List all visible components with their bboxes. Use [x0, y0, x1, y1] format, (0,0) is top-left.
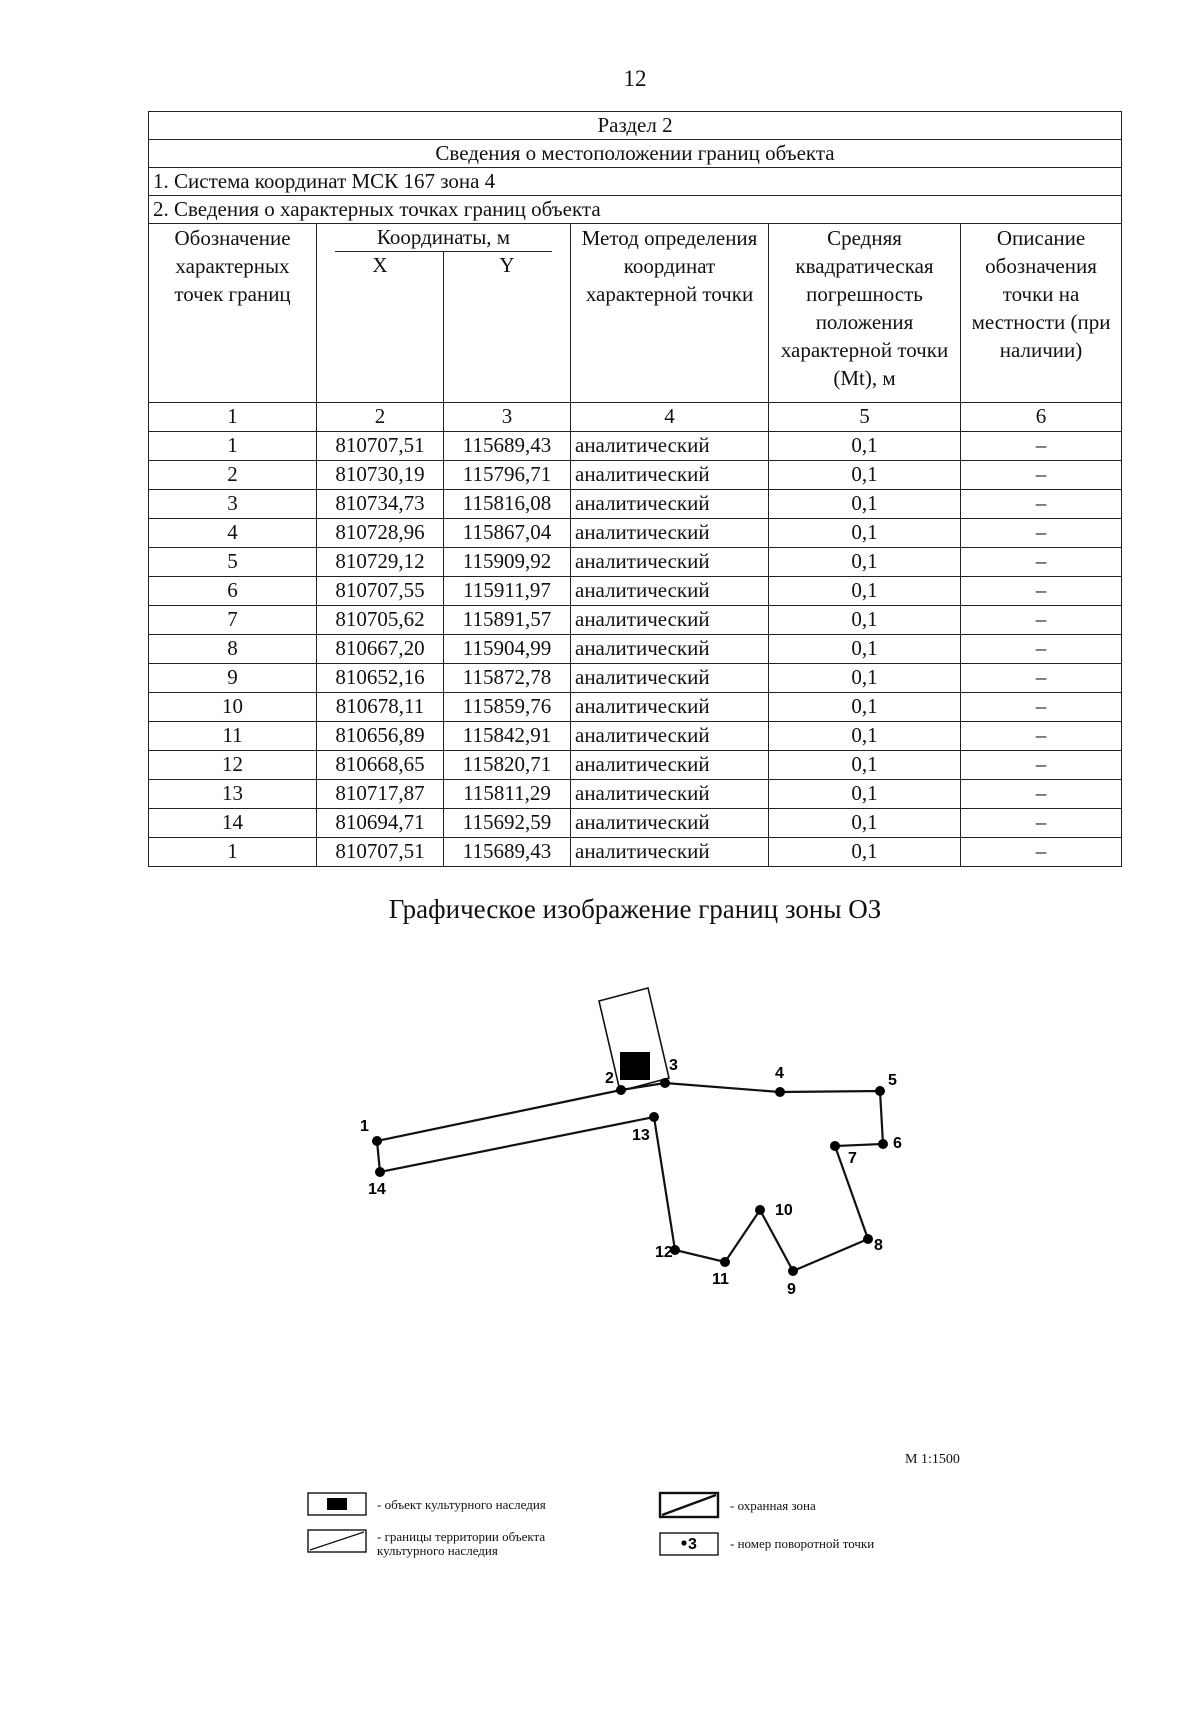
point-number-cell: 3: [149, 490, 317, 519]
x-coordinate-cell: 810705,62: [317, 606, 444, 635]
description-cell: –: [961, 780, 1122, 809]
turn-point-marker: [775, 1087, 785, 1097]
y-coordinate-cell: 115859,76: [444, 693, 571, 722]
turn-point-marker: [720, 1257, 730, 1267]
y-coordinate-cell: 115909,92: [444, 548, 571, 577]
section-title: Раздел 2: [149, 112, 1122, 140]
point-number-cell: 13: [149, 780, 317, 809]
mean-error-cell: 0,1: [769, 461, 961, 490]
point-number-cell: 11: [149, 722, 317, 751]
turn-point-label: 10: [775, 1202, 793, 1219]
turn-point-marker: [863, 1234, 873, 1244]
method-cell: аналитический: [571, 780, 769, 809]
point-number-cell: 2: [149, 461, 317, 490]
point-number-cell: 1: [149, 838, 317, 867]
legend-territory-text: - границы территории объекта культурного наследия: [377, 1529, 546, 1558]
mean-error-cell: 0,1: [769, 606, 961, 635]
turn-point-label: 8: [874, 1237, 883, 1254]
mean-error-cell: 0,1: [769, 577, 961, 606]
mean-error-cell: 0,1: [769, 519, 961, 548]
method-cell: аналитический: [571, 635, 769, 664]
description-cell: –: [961, 809, 1122, 838]
y-coordinate-cell: 115904,99: [444, 635, 571, 664]
method-cell: аналитический: [571, 606, 769, 635]
description-cell: –: [961, 461, 1122, 490]
y-coordinate-cell: 115842,91: [444, 722, 571, 751]
turn-point-label: 13: [632, 1127, 650, 1144]
mean-error-cell: 0,1: [769, 548, 961, 577]
description-cell: –: [961, 838, 1122, 867]
method-cell: аналитический: [571, 722, 769, 751]
turn-point-label: 14: [368, 1181, 386, 1198]
description-cell: –: [961, 432, 1122, 461]
legend-turn-point-text: - номер поворотной точки: [730, 1536, 875, 1551]
turn-point-marker: [616, 1085, 626, 1095]
description-cell: –: [961, 490, 1122, 519]
x-coordinate-cell: 810656,89: [317, 722, 444, 751]
heritage-object: [620, 1052, 650, 1080]
turn-point-label: 11: [712, 1271, 729, 1288]
turn-point-label: 6: [893, 1135, 902, 1152]
mean-error-cell: 0,1: [769, 809, 961, 838]
description-cell: –: [961, 519, 1122, 548]
y-coordinate-cell: 115891,57: [444, 606, 571, 635]
turn-point-marker: [649, 1112, 659, 1122]
map-scale: М 1:1500: [905, 1452, 960, 1467]
turn-point-label: 7: [848, 1150, 857, 1167]
x-coordinate-cell: 810717,87: [317, 780, 444, 809]
point-number-cell: 9: [149, 664, 317, 693]
turn-point-marker: [372, 1136, 382, 1146]
method-cell: аналитический: [571, 577, 769, 606]
y-coordinate-cell: 115811,29: [444, 780, 571, 809]
legend-turn-point-dot: [681, 1540, 686, 1545]
turn-point-marker: [375, 1167, 385, 1177]
mean-error-cell: 0,1: [769, 490, 961, 519]
method-cell: аналитический: [571, 432, 769, 461]
method-cell: аналитический: [571, 548, 769, 577]
y-coordinate-cell: 115867,04: [444, 519, 571, 548]
header-x: X: [317, 252, 444, 402]
mean-error-cell: 0,1: [769, 780, 961, 809]
method-cell: аналитический: [571, 838, 769, 867]
x-coordinate-cell: 810734,73: [317, 490, 444, 519]
mean-error-cell: 0,1: [769, 693, 961, 722]
point-number-cell: 5: [149, 548, 317, 577]
turn-point-marker: [660, 1078, 670, 1088]
legend-turn-point-sample: 3: [688, 1536, 697, 1553]
x-coordinate-cell: 810707,55: [317, 577, 444, 606]
description-cell: –: [961, 722, 1122, 751]
turn-point-marker: [830, 1141, 840, 1151]
turn-point-label: 5: [888, 1072, 897, 1089]
col-number: 5: [769, 403, 961, 432]
method-cell: аналитический: [571, 664, 769, 693]
mean-error-cell: 0,1: [769, 722, 961, 751]
col-number: 3: [444, 403, 571, 432]
x-coordinate-cell: 810667,20: [317, 635, 444, 664]
col-number: 1: [149, 403, 317, 432]
legend-protection-zone-text: - охранная зона: [730, 1498, 816, 1513]
turn-point-label: 4: [775, 1065, 784, 1082]
x-coordinate-cell: 810668,65: [317, 751, 444, 780]
x-coordinate-cell: 810728,96: [317, 519, 444, 548]
coordinate-system: 1. Система координат МСК 167 зона 4: [149, 168, 1122, 196]
turn-point-label: 1: [360, 1118, 369, 1135]
turn-point-label: 3: [669, 1057, 678, 1074]
description-cell: –: [961, 751, 1122, 780]
x-coordinate-cell: 810730,19: [317, 461, 444, 490]
points-caption: 2. Сведения о характерных точках границ объекта: [149, 196, 1122, 224]
turn-point-label: 9: [787, 1281, 796, 1298]
mean-error-cell: 0,1: [769, 838, 961, 867]
mean-error-cell: 0,1: [769, 664, 961, 693]
description-cell: –: [961, 577, 1122, 606]
y-coordinate-cell: 115692,59: [444, 809, 571, 838]
point-number-cell: 7: [149, 606, 317, 635]
turn-point-marker: [878, 1139, 888, 1149]
y-coordinate-cell: 115796,71: [444, 461, 571, 490]
turn-point-label: 2: [605, 1070, 614, 1087]
point-number-cell: 12: [149, 751, 317, 780]
mean-error-cell: 0,1: [769, 432, 961, 461]
legend-heritage-object-text: - объект культурного наследия: [377, 1497, 546, 1512]
col-number: 6: [961, 403, 1122, 432]
point-number-cell: 6: [149, 577, 317, 606]
point-number-cell: 8: [149, 635, 317, 664]
point-number-cell: 10: [149, 693, 317, 722]
method-cell: аналитический: [571, 751, 769, 780]
turn-point-label: 12: [655, 1244, 673, 1261]
header-y: Y: [499, 253, 515, 277]
method-cell: аналитический: [571, 461, 769, 490]
graphic-title: Графическое изображение границ зоны ОЗ: [388, 894, 882, 924]
description-cell: –: [961, 606, 1122, 635]
col-number: 4: [571, 403, 769, 432]
y-coordinate-cell: 115911,97: [444, 577, 571, 606]
point-number-cell: 1: [149, 432, 317, 461]
point-number-cell: 4: [149, 519, 317, 548]
header-coordinates-title: Координаты, м: [335, 224, 552, 252]
y-coordinate-cell: 115689,43: [444, 432, 571, 461]
method-cell: аналитический: [571, 809, 769, 838]
header-designation: Обозначение характерных точек границ: [149, 224, 317, 403]
description-cell: –: [961, 693, 1122, 722]
x-coordinate-cell: 810707,51: [317, 432, 444, 461]
y-coordinate-cell: 115816,08: [444, 490, 571, 519]
x-coordinate-cell: 810652,16: [317, 664, 444, 693]
col-number: 2: [317, 403, 444, 432]
y-coordinate-cell: 115872,78: [444, 664, 571, 693]
protection-zone-boundary: [377, 1083, 883, 1271]
section-subtitle: Сведения о местоположении границ объекта: [149, 140, 1122, 168]
method-cell: аналитический: [571, 490, 769, 519]
description-cell: –: [961, 635, 1122, 664]
turn-point-marker: [755, 1205, 765, 1215]
turn-point-marker: [788, 1266, 798, 1276]
x-coordinate-cell: 810707,51: [317, 838, 444, 867]
header-method: Метод определения координат характерной точки: [571, 224, 769, 403]
legend-heritage-object-fill: [327, 1498, 347, 1510]
y-coordinate-cell: 115820,71: [444, 751, 571, 780]
x-coordinate-cell: 810694,71: [317, 809, 444, 838]
method-cell: аналитический: [571, 693, 769, 722]
turn-point-marker: [875, 1086, 885, 1096]
x-coordinate-cell: 810678,11: [317, 693, 444, 722]
page-number: 12: [623, 66, 647, 91]
y-coordinate-cell: 115689,43: [444, 838, 571, 867]
mean-error-cell: 0,1: [769, 635, 961, 664]
header-error: Средняя квадратическая погрешность положения характерной точки (Mt), м: [769, 224, 961, 403]
mean-error-cell: 0,1: [769, 751, 961, 780]
description-cell: –: [961, 664, 1122, 693]
header-description: Описание обозначения точки на местности (при наличии): [961, 224, 1122, 403]
method-cell: аналитический: [571, 519, 769, 548]
point-number-cell: 14: [149, 809, 317, 838]
description-cell: –: [961, 548, 1122, 577]
x-coordinate-cell: 810729,12: [317, 548, 444, 577]
